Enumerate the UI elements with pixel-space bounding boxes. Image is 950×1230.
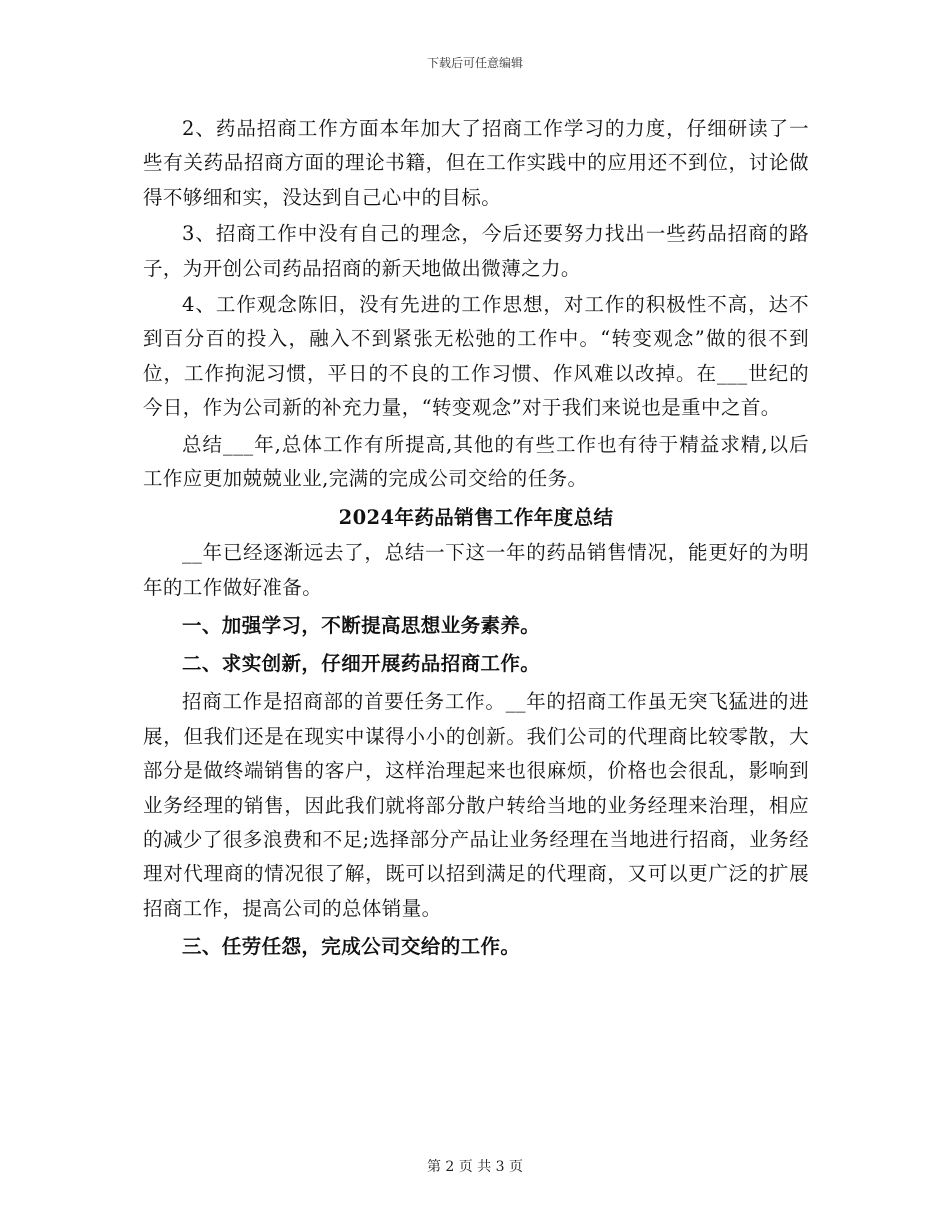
body-paragraph-2: 招商工作是招商部的首要任务工作。__年的招商工作虽无突飞猛进的进展，但我们还是在现实中谋得小小的创新。我们公司的代理商比较零散，大部分是做终端销售的客户，这样治理起来也很麻烦，价格也会很乱，影响到业务经理的销售，因此我们就将部分散户转给当地的业务经理来治理，相应的减少了很多浪费和不足;选择部分产品让业务经理在当地进行招商，业务经理对代理商的情况很了解，既可以招到满足的代理商，又可以更广泛的扩展招商工作，提高公司的总体销量。: [143, 690, 809, 920]
page-header: 下载后可任意编辑: [426, 56, 523, 70]
paragraph-3: 3、招商工作中没有自己的理念，今后还要努力找出一些药品招商的路子，为开创公司药品招商的新天地做出微薄之力。: [143, 222, 809, 280]
document-body: [143, 112, 809, 968]
summary-paragraph: 总结___年,总体工作有所提高,其他的有些工作也有待于精益求精,以后工作应更加兢兢业业,完满的完成公司交给的任务。: [143, 432, 809, 491]
paragraph-4: 4、工作观念陈旧，没有先进的工作思想，对工作的积极性不高，达不到百分百的投入，融入不到紧张无松弛的工作中。“转变观念”做的很不到位，工作拘泥习惯，平日的不良的工作习惯、作风难以改掉。在___世纪的今日，作为公司新的补充力量，“转变观念”对于我们来说也是重中之首。: [143, 293, 809, 420]
section-title: 2024年药品销售工作年度总结: [338, 506, 614, 530]
intro-paragraph: __年已经逐渐远去了，总结一下这一年的药品销售情况，能更好的为明年的工作做好准备。: [143, 541, 809, 599]
heading-2: 二、求实创新，仔细开展药品招商工作。: [182, 652, 541, 676]
page-footer: 第 2 页 共 3 页: [426, 1159, 524, 1175]
heading-1: 一、加强学习，不断提高思想业务素养。: [182, 614, 541, 638]
heading-3: 三、任劳任怨，完成公司交给的工作。: [182, 935, 521, 959]
paragraph-2: 2、药品招商工作方面本年加大了招商工作学习的力度，仔细研读了一些有关药品招商方面的理论书籍，但在工作实践中的应用还不到位，讨论做得不够细和实，没达到自己心中的目标。: [143, 117, 809, 209]
